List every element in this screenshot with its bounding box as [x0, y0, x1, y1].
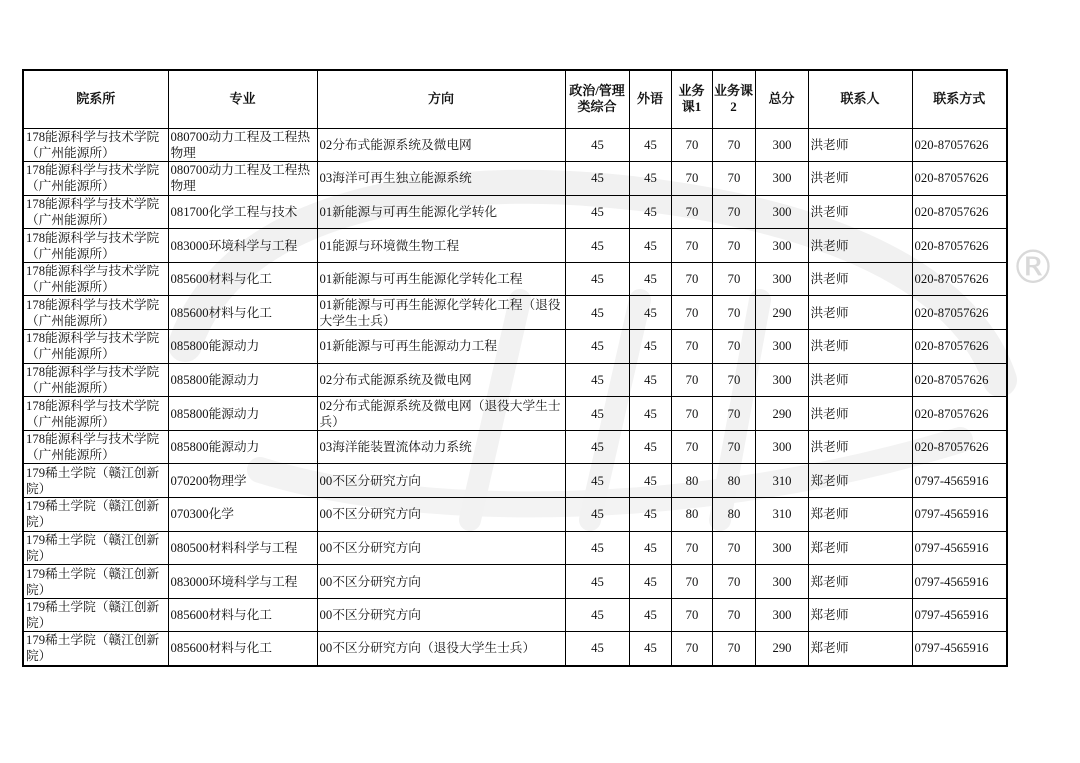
contact-person-cell: 郑老师	[808, 498, 912, 532]
foreign-language-score-cell: 45	[629, 128, 671, 162]
header-politics: 政治/管理类综合	[565, 70, 629, 128]
contact-phone-cell: 0797-4565916	[912, 565, 1007, 599]
department-cell: 179稀土学院（赣江创新院）	[23, 632, 168, 666]
table-row	[23, 296, 1007, 330]
total-score-cell: 300	[755, 195, 808, 229]
contact-person-cell: 郑老师	[808, 598, 912, 632]
major-cell: 081700化学工程与技术	[168, 195, 317, 229]
course2-score-cell: 70	[712, 397, 755, 431]
politics-score-cell: 45	[565, 296, 629, 330]
table-row	[23, 363, 1007, 397]
registered-trademark-icon: ®	[1010, 240, 1056, 294]
course1-score-cell: 70	[671, 531, 712, 565]
department-cell: 179稀土学院（赣江创新院）	[23, 531, 168, 565]
foreign-language-score-cell: 45	[629, 598, 671, 632]
major-cell: 083000环境科学与工程	[168, 229, 317, 263]
header-direction: 方向	[317, 70, 565, 128]
department-cell: 178能源科学与技术学院（广州能源所）	[23, 430, 168, 464]
direction-cell: 02分布式能源系统及微电网（退役大学生士兵）	[317, 397, 565, 431]
direction-cell: 00不区分研究方向	[317, 598, 565, 632]
contact-phone-cell: 020-87057626	[912, 262, 1007, 296]
table-row	[23, 397, 1007, 431]
direction-cell: 00不区分研究方向	[317, 565, 565, 599]
contact-phone-cell: 0797-4565916	[912, 632, 1007, 666]
total-score-cell: 310	[755, 498, 808, 532]
department-cell: 178能源科学与技术学院（广州能源所）	[23, 330, 168, 364]
course1-score-cell: 70	[671, 128, 712, 162]
politics-score-cell: 45	[565, 598, 629, 632]
course2-score-cell: 80	[712, 498, 755, 532]
course2-score-cell: 70	[712, 330, 755, 364]
contact-person-cell: 洪老师	[808, 397, 912, 431]
contact-person-cell: 洪老师	[808, 363, 912, 397]
total-score-cell: 290	[755, 397, 808, 431]
header-department: 院系所	[23, 70, 168, 128]
department-cell: 178能源科学与技术学院（广州能源所）	[23, 262, 168, 296]
politics-score-cell: 45	[565, 397, 629, 431]
table-row	[23, 330, 1007, 364]
table-row	[23, 430, 1007, 464]
contact-phone-cell: 0797-4565916	[912, 531, 1007, 565]
department-cell: 179稀土学院（赣江创新院）	[23, 498, 168, 532]
department-cell: 179稀土学院（赣江创新院）	[23, 464, 168, 498]
table-row	[23, 128, 1007, 162]
direction-cell: 01能源与环境微生物工程	[317, 229, 565, 263]
politics-score-cell: 45	[565, 195, 629, 229]
contact-person-cell: 洪老师	[808, 296, 912, 330]
course2-score-cell: 80	[712, 464, 755, 498]
department-cell: 179稀土学院（赣江创新院）	[23, 598, 168, 632]
foreign-language-score-cell: 45	[629, 565, 671, 599]
total-score-cell: 300	[755, 330, 808, 364]
course2-score-cell: 70	[712, 296, 755, 330]
table-row	[23, 195, 1007, 229]
table-header-row	[23, 70, 1007, 128]
contact-person-cell: 洪老师	[808, 229, 912, 263]
contact-person-cell: 郑老师	[808, 632, 912, 666]
politics-score-cell: 45	[565, 262, 629, 296]
foreign-language-score-cell: 45	[629, 498, 671, 532]
direction-cell: 00不区分研究方向	[317, 531, 565, 565]
politics-score-cell: 45	[565, 330, 629, 364]
contact-person-cell: 洪老师	[808, 330, 912, 364]
total-score-cell: 300	[755, 262, 808, 296]
department-cell: 178能源科学与技术学院（广州能源所）	[23, 195, 168, 229]
course1-score-cell: 70	[671, 296, 712, 330]
contact-person-cell: 洪老师	[808, 128, 912, 162]
direction-cell: 01新能源与可再生能源化学转化	[317, 195, 565, 229]
header-total: 总分	[755, 70, 808, 128]
header-course1: 业务课1	[671, 70, 712, 128]
contact-phone-cell: 020-87057626	[912, 330, 1007, 364]
course1-score-cell: 70	[671, 565, 712, 599]
total-score-cell: 300	[755, 128, 808, 162]
course1-score-cell: 70	[671, 195, 712, 229]
course2-score-cell: 70	[712, 162, 755, 196]
total-score-cell: 300	[755, 430, 808, 464]
direction-cell: 03海洋可再生独立能源系统	[317, 162, 565, 196]
course2-score-cell: 70	[712, 531, 755, 565]
contact-person-cell: 洪老师	[808, 430, 912, 464]
table-row	[23, 498, 1007, 532]
total-score-cell: 300	[755, 565, 808, 599]
department-cell: 178能源科学与技术学院（广州能源所）	[23, 229, 168, 263]
major-cell: 085600材料与化工	[168, 296, 317, 330]
major-cell: 080500材料科学与工程	[168, 531, 317, 565]
course1-score-cell: 70	[671, 162, 712, 196]
course2-score-cell: 70	[712, 128, 755, 162]
contact-person-cell: 洪老师	[808, 262, 912, 296]
politics-score-cell: 45	[565, 498, 629, 532]
contact-phone-cell: 0797-4565916	[912, 464, 1007, 498]
header-course2: 业务课2	[712, 70, 755, 128]
course1-score-cell: 70	[671, 397, 712, 431]
contact-phone-cell: 020-87057626	[912, 229, 1007, 263]
course2-score-cell: 70	[712, 598, 755, 632]
contact-person-cell: 郑老师	[808, 531, 912, 565]
direction-cell: 01新能源与可再生能源化学转化工程	[317, 262, 565, 296]
contact-person-cell: 郑老师	[808, 464, 912, 498]
foreign-language-score-cell: 45	[629, 229, 671, 263]
foreign-language-score-cell: 45	[629, 632, 671, 666]
major-cell: 085800能源动力	[168, 430, 317, 464]
contact-phone-cell: 020-87057626	[912, 162, 1007, 196]
table-row	[23, 162, 1007, 196]
major-cell: 070300化学	[168, 498, 317, 532]
foreign-language-score-cell: 45	[629, 195, 671, 229]
politics-score-cell: 45	[565, 229, 629, 263]
contact-phone-cell: 020-87057626	[912, 128, 1007, 162]
politics-score-cell: 45	[565, 632, 629, 666]
course1-score-cell: 70	[671, 430, 712, 464]
major-cell: 085600材料与化工	[168, 262, 317, 296]
contact-phone-cell: 020-87057626	[912, 195, 1007, 229]
direction-cell: 01新能源与可再生能源化学转化工程（退役大学生士兵）	[317, 296, 565, 330]
contact-person-cell: 洪老师	[808, 195, 912, 229]
course2-score-cell: 70	[712, 565, 755, 599]
course1-score-cell: 80	[671, 498, 712, 532]
direction-cell: 03海洋能装置流体动力系统	[317, 430, 565, 464]
foreign-language-score-cell: 45	[629, 296, 671, 330]
course2-score-cell: 70	[712, 195, 755, 229]
direction-cell: 00不区分研究方向	[317, 498, 565, 532]
table-row	[23, 598, 1007, 632]
politics-score-cell: 45	[565, 430, 629, 464]
foreign-language-score-cell: 45	[629, 430, 671, 464]
department-cell: 179稀土学院（赣江创新院）	[23, 565, 168, 599]
major-cell: 080700动力工程及工程热物理	[168, 128, 317, 162]
course1-score-cell: 70	[671, 598, 712, 632]
foreign-language-score-cell: 45	[629, 330, 671, 364]
total-score-cell: 300	[755, 363, 808, 397]
course2-score-cell: 70	[712, 430, 755, 464]
course2-score-cell: 70	[712, 363, 755, 397]
department-cell: 178能源科学与技术学院（广州能源所）	[23, 162, 168, 196]
politics-score-cell: 45	[565, 565, 629, 599]
total-score-cell: 290	[755, 296, 808, 330]
major-cell: 070200物理学	[168, 464, 317, 498]
foreign-language-score-cell: 45	[629, 397, 671, 431]
politics-score-cell: 45	[565, 531, 629, 565]
contact-person-cell: 郑老师	[808, 565, 912, 599]
direction-cell: 02分布式能源系统及微电网	[317, 363, 565, 397]
total-score-cell: 300	[755, 162, 808, 196]
total-score-cell: 300	[755, 598, 808, 632]
major-cell: 085800能源动力	[168, 397, 317, 431]
course2-score-cell: 70	[712, 262, 755, 296]
total-score-cell: 300	[755, 531, 808, 565]
direction-cell: 02分布式能源系统及微电网	[317, 128, 565, 162]
table-row	[23, 531, 1007, 565]
politics-score-cell: 45	[565, 464, 629, 498]
course1-score-cell: 80	[671, 464, 712, 498]
politics-score-cell: 45	[565, 128, 629, 162]
contact-phone-cell: 0797-4565916	[912, 498, 1007, 532]
header-foreign-language: 外语	[629, 70, 671, 128]
foreign-language-score-cell: 45	[629, 531, 671, 565]
course2-score-cell: 70	[712, 632, 755, 666]
contact-phone-cell: 020-87057626	[912, 296, 1007, 330]
header-contact-person: 联系人	[808, 70, 912, 128]
total-score-cell: 300	[755, 229, 808, 263]
course1-score-cell: 70	[671, 262, 712, 296]
course2-score-cell: 70	[712, 229, 755, 263]
table-row	[23, 229, 1007, 263]
major-cell: 083000环境科学与工程	[168, 565, 317, 599]
total-score-cell: 290	[755, 632, 808, 666]
table-row	[23, 262, 1007, 296]
department-cell: 178能源科学与技术学院（广州能源所）	[23, 296, 168, 330]
major-cell: 085800能源动力	[168, 363, 317, 397]
foreign-language-score-cell: 45	[629, 464, 671, 498]
major-cell: 085600材料与化工	[168, 598, 317, 632]
department-cell: 178能源科学与技术学院（广州能源所）	[23, 397, 168, 431]
direction-cell: 01新能源与可再生能源动力工程	[317, 330, 565, 364]
contact-phone-cell: 020-87057626	[912, 397, 1007, 431]
contact-phone-cell: 020-87057626	[912, 363, 1007, 397]
major-cell: 080700动力工程及工程热物理	[168, 162, 317, 196]
total-score-cell: 310	[755, 464, 808, 498]
contact-phone-cell: 020-87057626	[912, 430, 1007, 464]
department-cell: 178能源科学与技术学院（广州能源所）	[23, 128, 168, 162]
foreign-language-score-cell: 45	[629, 363, 671, 397]
politics-score-cell: 45	[565, 363, 629, 397]
major-cell: 085600材料与化工	[168, 632, 317, 666]
table-row	[23, 632, 1007, 666]
table-row	[23, 464, 1007, 498]
header-major: 专业	[168, 70, 317, 128]
table-row	[23, 565, 1007, 599]
contact-person-cell: 洪老师	[808, 162, 912, 196]
major-cell: 085800能源动力	[168, 330, 317, 364]
contact-phone-cell: 0797-4565916	[912, 598, 1007, 632]
course1-score-cell: 70	[671, 363, 712, 397]
direction-cell: 00不区分研究方向	[317, 464, 565, 498]
direction-cell: 00不区分研究方向（退役大学生士兵）	[317, 632, 565, 666]
course1-score-cell: 70	[671, 632, 712, 666]
department-cell: 178能源科学与技术学院（广州能源所）	[23, 363, 168, 397]
course1-score-cell: 70	[671, 229, 712, 263]
foreign-language-score-cell: 45	[629, 262, 671, 296]
politics-score-cell: 45	[565, 162, 629, 196]
foreign-language-score-cell: 45	[629, 162, 671, 196]
course1-score-cell: 70	[671, 330, 712, 364]
header-contact-phone: 联系方式	[912, 70, 1007, 128]
score-table	[22, 69, 1008, 667]
